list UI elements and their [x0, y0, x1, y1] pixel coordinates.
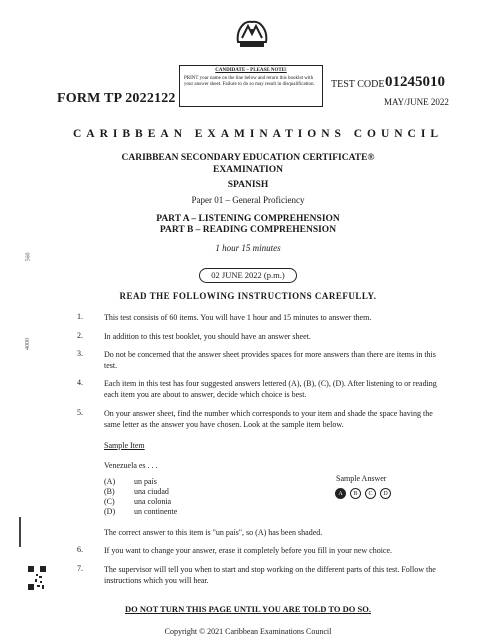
option-letter: (C) [104, 497, 115, 506]
instruction-text: In addition to this test booklet, you should have an answer sheet. [104, 332, 311, 341]
instruction-number: 4. [77, 378, 83, 387]
duration: 1 hour 15 minutes [215, 243, 281, 253]
copyright: Copyright © 2021 Caribbean Examinations Council [164, 627, 332, 636]
instruction-text: The supervisor will tell you when to start and stop working on the different parts of this test. Follow the instructions which you will hear. [104, 565, 436, 585]
side-mark: 4000 [25, 338, 31, 350]
option-text: una colonia [134, 497, 172, 506]
council-word: COUNCIL [353, 128, 443, 140]
instruction-text: Do not be concerned that the answer sheet provides spaces for more answers than there are items in this test. [104, 350, 436, 370]
candidate-notice [179, 65, 323, 107]
instruction-text: Each item in this test has four suggested answers lettered (A), (B), (C), (D). After listening to or reading each item you are about to answer, decide which choice is best. [104, 379, 437, 399]
qr-code [28, 566, 46, 590]
instruction-text: This test consists of 60 items. You will have 1 hour and 15 minutes to answer them. [104, 313, 372, 322]
sample-stem: Venezuela es . . . [104, 461, 158, 470]
subject-title: SPANISH [227, 180, 269, 190]
instruction-number: 2. [77, 331, 83, 340]
instruction-number: 7. [77, 564, 83, 573]
margin-bar [19, 517, 21, 547]
option-letter: (D) [104, 507, 116, 516]
test-code-value: 01245010 [385, 74, 445, 90]
session: MAY/JUNE 2022 [384, 97, 449, 107]
answer-bubble-c: C [365, 488, 376, 499]
footer-warning: DO NOT TURN THIS PAGE UNTIL YOU ARE TOLD TO DO SO. [125, 604, 371, 614]
answer-bubble-b: B [350, 488, 361, 499]
paper-title: Paper 01 – General Proficiency [191, 195, 305, 205]
option-letter: (A) [104, 477, 116, 486]
certificate-title: CARIBBEAN SECONDARY EDUCATION CERTIFICATE® [121, 153, 375, 163]
instruction-number: 5. [77, 408, 83, 417]
sample-explanation: The correct answer to this item is "un país", so (A) has been shaded. [104, 528, 323, 537]
side-mark: 560 [25, 252, 32, 262]
test-code-label: TEST CODE [331, 79, 385, 90]
part-b-title: PART B – READING COMPREHENSION [159, 225, 337, 235]
answer-bubble-a: A [335, 488, 346, 499]
form-code: FORM TP 2022122 [57, 91, 176, 106]
council-name [73, 128, 443, 140]
instruction-text: On your answer sheet, find the number which corresponds to your item and shade the space having the same letter as the answer you have chosen. Look at the sample item below. [104, 409, 433, 429]
notice-title: CANDIDATE – PLEASE NOTE! [215, 68, 287, 73]
notice-body: PRINT your name on the line below and return this booklet with your answer sheet. Failure to do so may result in disqualification. [184, 75, 315, 87]
instruction-number: 6. [77, 545, 83, 554]
cxc-logo [232, 16, 272, 52]
instruction-number: 3. [77, 349, 83, 358]
council-word: CARIBBEAN [73, 128, 188, 140]
sample-answer-title: Sample Answer [336, 474, 387, 483]
council-word: EXAMINATIONS [194, 128, 346, 140]
instruction-number: 1. [77, 312, 83, 321]
instructions-heading: READ THE FOLLOWING INSTRUCTIONS CAREFULLY. [119, 291, 377, 301]
option-text: un país [134, 477, 157, 486]
sample-item-label: Sample Item [104, 441, 145, 450]
instruction-text: If you want to change your answer, erase it completely before you fill in your new choice. [104, 546, 393, 555]
part-a-title: PART A – LISTENING COMPREHENSION [156, 214, 340, 224]
option-letter: (B) [104, 487, 115, 496]
exam-date: 02 JUNE 2022 (p.m.) [199, 268, 297, 283]
examination-title: EXAMINATION [212, 165, 284, 175]
sample-answer-bubbles [335, 488, 391, 499]
answer-bubble-d: D [380, 488, 391, 499]
option-text: una ciudad [134, 487, 169, 496]
option-text: un continente [134, 507, 178, 516]
